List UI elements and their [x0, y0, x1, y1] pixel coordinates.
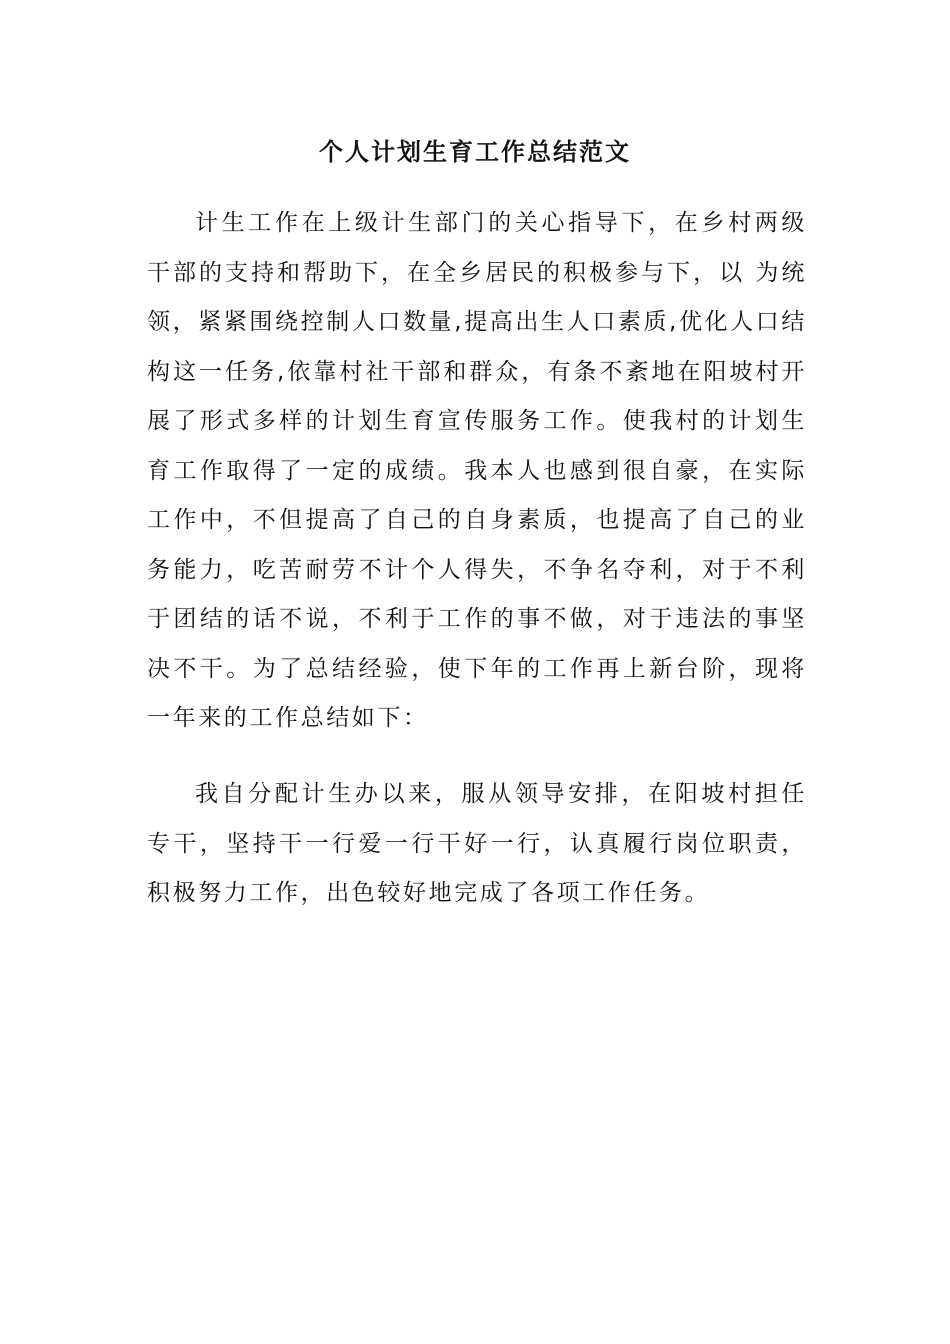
- paragraph-intro: 计生工作在上级计生部门的关心指导下，在乡村两级干部的支持和帮助下，在全乡居民的积极参与下，以 为统领，紧紧围绕控制人口数量,提高出生人口素质,优化人口结构这一任务,依靠村社干部和群众，有条不紊地在阳坡村开展了形式多样的计划生育宣传服务工作。使我村的计划生育工作取得了一定的成绩。我本人也感到很自豪，在实际工作中，不但提高了自己的自身素质，也提高了自己的业务能力，吃苦耐劳不计个人得失，不争名夺利，对于不利于团结的话不说，不利于工作的事不做，对于违法的事坚决不干。为了总结经验，使下年的工作再上新台阶，现将一年来的工作总结如下：: [147, 210, 807, 731]
- document-title: 个人计划生育工作总结范文: [319, 138, 631, 166]
- paragraph-duties: 我自分配计生办以来，服从领导安排，在阳坡村担任专干，坚持干一行爱一行干好一行，认真履行岗位职责，积极努力工作，出色较好地完成了各项工作任务。: [147, 781, 807, 906]
